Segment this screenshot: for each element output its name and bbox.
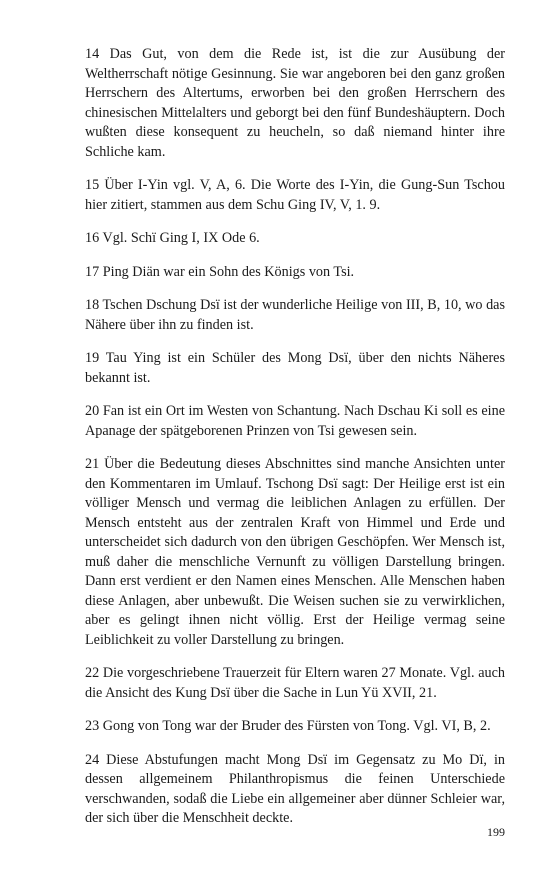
endnote-19: 19 Tau Ying ist ein Schüler des Mong Dsï, über den nichts Näheres bekannt ist. bbox=[85, 350, 505, 386]
endnote-16: 16 Vgl. Schï Ging I, IX Ode 6. bbox=[85, 230, 260, 246]
endnote-23: 23 Gong von Tong war der Bruder des Fürsten von Tong. Vgl. VI, B, 2. bbox=[85, 718, 491, 734]
endnote-21: 21 Über die Bedeutung dieses Abschnittes sind manche Ansichten unter den Kommentaren im Umlauf. Tschong Dsï sagt: Der Heilige erst ist ein völliger Mensch und vermag die leiblichen Anlagen zu erfüllen. Der Mensch entsteht aus der zentralen Kraft von Himmel und Erde und unterscheidet sich dadurch von den übrigen Geschöpfen. Wer Mensch ist, muß daher die menschliche Vernunft zu völligen Darstellung bringen. Dann erst verdient er den Namen eines Menschen. Alle Menschen haben diese Anlagen, aber unbewußt. Die Weisen suchen sie zu verwirklichen, aber es gelingt ihnen nicht völlig. Erst der Heilige vermag seine Leiblichkeit zu voller Darstellung zu bringen. bbox=[85, 456, 505, 648]
endnote-22: 22 Die vorgeschriebene Trauerzeit für Eltern waren 27 Monate. Vgl. auch die Ansicht des Kung Dsï über die Sache in Lun Yü XVII, 21. bbox=[85, 665, 505, 701]
endnote-24: 24 Diese Abstufungen macht Mong Dsï im Gegensatz zu Mo Dï, in dessen allgemeinem Philanthropismus die feinen Unterschiede verschwanden, sodaß die Liebe ein allgemeiner aber dünner Schleier war, der sich über die Menschheit deckte. bbox=[85, 751, 505, 826]
endnote-14: 14 Das Gut, von dem die Rede ist, ist die zur Ausübung der Weltherrschaft nötige Gesinnung. Sie war angeboren bei den ganz großen Herrschern des Altertums, erworben bei den großen Herrschern des chinesischen Mittelalters und geborgt bei den fünf Bundeshäuptern. Doch wußten diese konsequent zu heucheln, so daß niemand hinter ihre Schliche kam. bbox=[85, 46, 505, 160]
endnote-17: 17 Ping Diän war ein Sohn des Königs von Tsi. bbox=[85, 263, 355, 280]
endnote-20: 20 Fan ist ein Ort im Westen von Schantung. Nach Dschau Ki soll es eine Apanage der spätgeborenen Prinzen von Tsi gewesen sein. bbox=[85, 403, 505, 439]
page-number: 199 bbox=[487, 825, 505, 839]
endnote-15: 15 Über I-Yin vgl. V, A, 6. Die Worte des I-Yin, die Gung-Sun Tschou hier zitiert, stammen aus dem Schu Ging IV, V, 1. 9. bbox=[85, 177, 505, 213]
endnotes bbox=[85, 45, 505, 843]
endnote-18: 18 Tschen Dschung Dsï ist der wunderliche Heilige von III, B, 10, wo das Nähere über ihn zu finden ist. bbox=[85, 297, 505, 333]
